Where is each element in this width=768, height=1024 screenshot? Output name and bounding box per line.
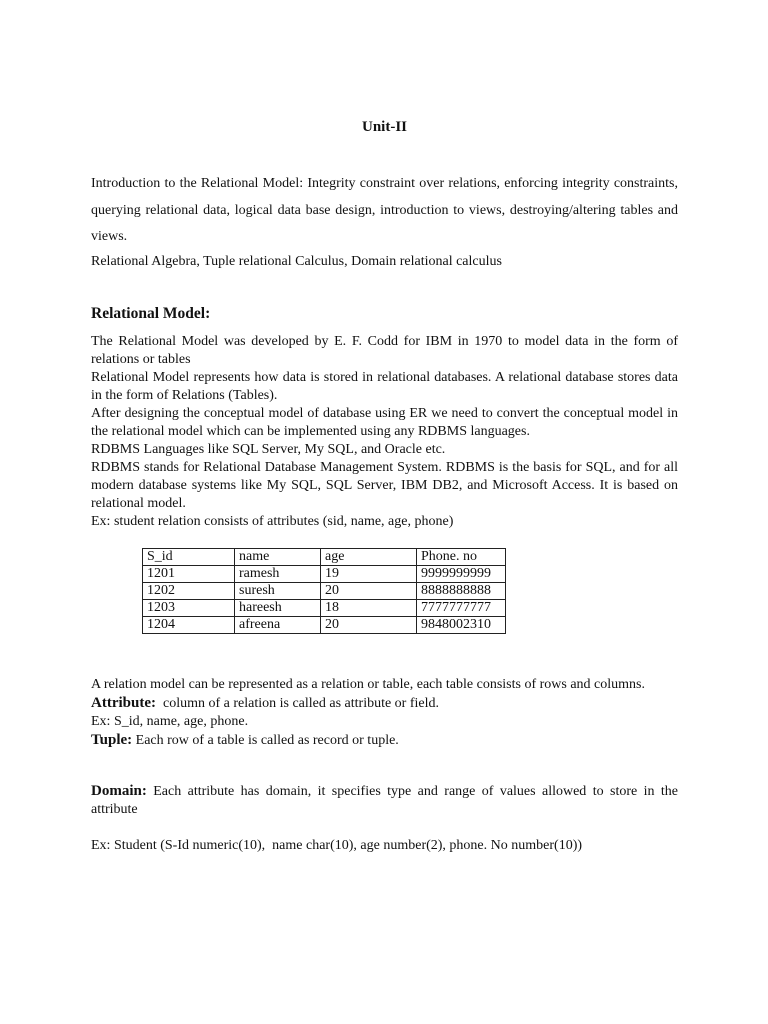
table-header-cell: Phone. no xyxy=(417,549,506,566)
table-cell: 9999999999 xyxy=(417,566,506,583)
table-cell: 19 xyxy=(321,566,417,583)
attribute-text: column of a relation is called as attribute or field. xyxy=(155,696,439,711)
paragraph-conceptual: After designing the conceptual model of database using ER we need to convert the conceptual model in the relational model which can be implemented using any RDBMS languages. xyxy=(91,406,678,439)
paragraph-relation-model: A relation model can be represented as a relation or table, each table consists of rows and columns. xyxy=(91,677,645,692)
domain-definition xyxy=(91,782,682,819)
table-cell: 1201 xyxy=(143,566,235,583)
domain-text: Each attribute has domain, it specifies type and range of values allowed to store in the attribute xyxy=(91,784,682,817)
domain-definition-block xyxy=(91,782,682,819)
table-header-cell: age xyxy=(321,549,417,566)
paragraph-student-example: Ex: student relation consists of attributes (sid, name, age, phone) xyxy=(91,514,454,529)
intro-algebra-line: Relational Algebra, Tuple relational Calculus, Domain relational calculus xyxy=(91,254,502,269)
table-cell: 8888888888 xyxy=(417,583,506,600)
document-title: Unit-II xyxy=(361,119,407,135)
domain-label: Domain: xyxy=(91,783,147,799)
relational-model-body xyxy=(91,333,678,531)
table-cell: 1204 xyxy=(143,617,235,634)
table-cell: hareesh xyxy=(235,600,321,617)
table-cell: 20 xyxy=(321,583,417,600)
intro-paragraph: Introduction to the Relational Model: Integrity constraint over relations, enforcing integrity constraints, querying relational data, logical data base design, introduction to views, destroying/altering tables and views. xyxy=(91,176,678,244)
table-cell: 1202 xyxy=(143,583,235,600)
attribute-label: Attribute: xyxy=(91,695,156,711)
table-row xyxy=(143,600,506,617)
table-cell: 7777777777 xyxy=(417,600,506,617)
attribute-definition xyxy=(91,694,678,713)
table-row xyxy=(143,617,506,634)
table-header-cell: S_id xyxy=(143,549,235,566)
table-cell: 1203 xyxy=(143,600,235,617)
tuple-definition xyxy=(91,731,678,750)
domain-example: Ex: Student (S-Id numeric(10), name char(10), age number(2), phone. No number(10)) xyxy=(91,838,583,853)
paragraph-rdbms-languages: RDBMS Languages like SQL Server, My SQL, and Oracle etc. xyxy=(91,442,446,457)
student-table xyxy=(142,548,506,634)
section-heading-relational-model: Relational Model: xyxy=(91,305,211,322)
table-cell: 18 xyxy=(321,600,417,617)
table-cell: 20 xyxy=(321,617,417,634)
tuple-text: Each row of a table is called as record or tuple. xyxy=(132,733,399,748)
table-cell: suresh xyxy=(235,583,321,600)
relation-definitions xyxy=(91,676,678,750)
attribute-example: Ex: S_id, name, age, phone. xyxy=(91,714,249,729)
tuple-label: Tuple: xyxy=(91,732,133,748)
table-cell: afreena xyxy=(235,617,321,634)
paragraph-rdbms-definition: RDBMS stands for Relational Database Management System. RDBMS is the basis for SQL, and for all modern database systems like My SQL, SQL Server, IBM DB2, and Microsoft Access. It is based on relational model. xyxy=(91,460,678,511)
paragraph-represents: Relational Model represents how data is stored in relational databases. A relational database stores data in the form of Relations (Tables). xyxy=(91,370,678,403)
table-cell: ramesh xyxy=(235,566,321,583)
paragraph-codd: The Relational Model was developed by E. F. Codd for IBM in 1970 to model data in the form of relations or tables xyxy=(91,334,678,367)
table-row xyxy=(143,583,506,600)
table-row xyxy=(143,566,506,583)
table-header-row xyxy=(143,549,506,566)
table-header-cell: name xyxy=(235,549,321,566)
table-cell: 9848002310 xyxy=(417,617,506,634)
